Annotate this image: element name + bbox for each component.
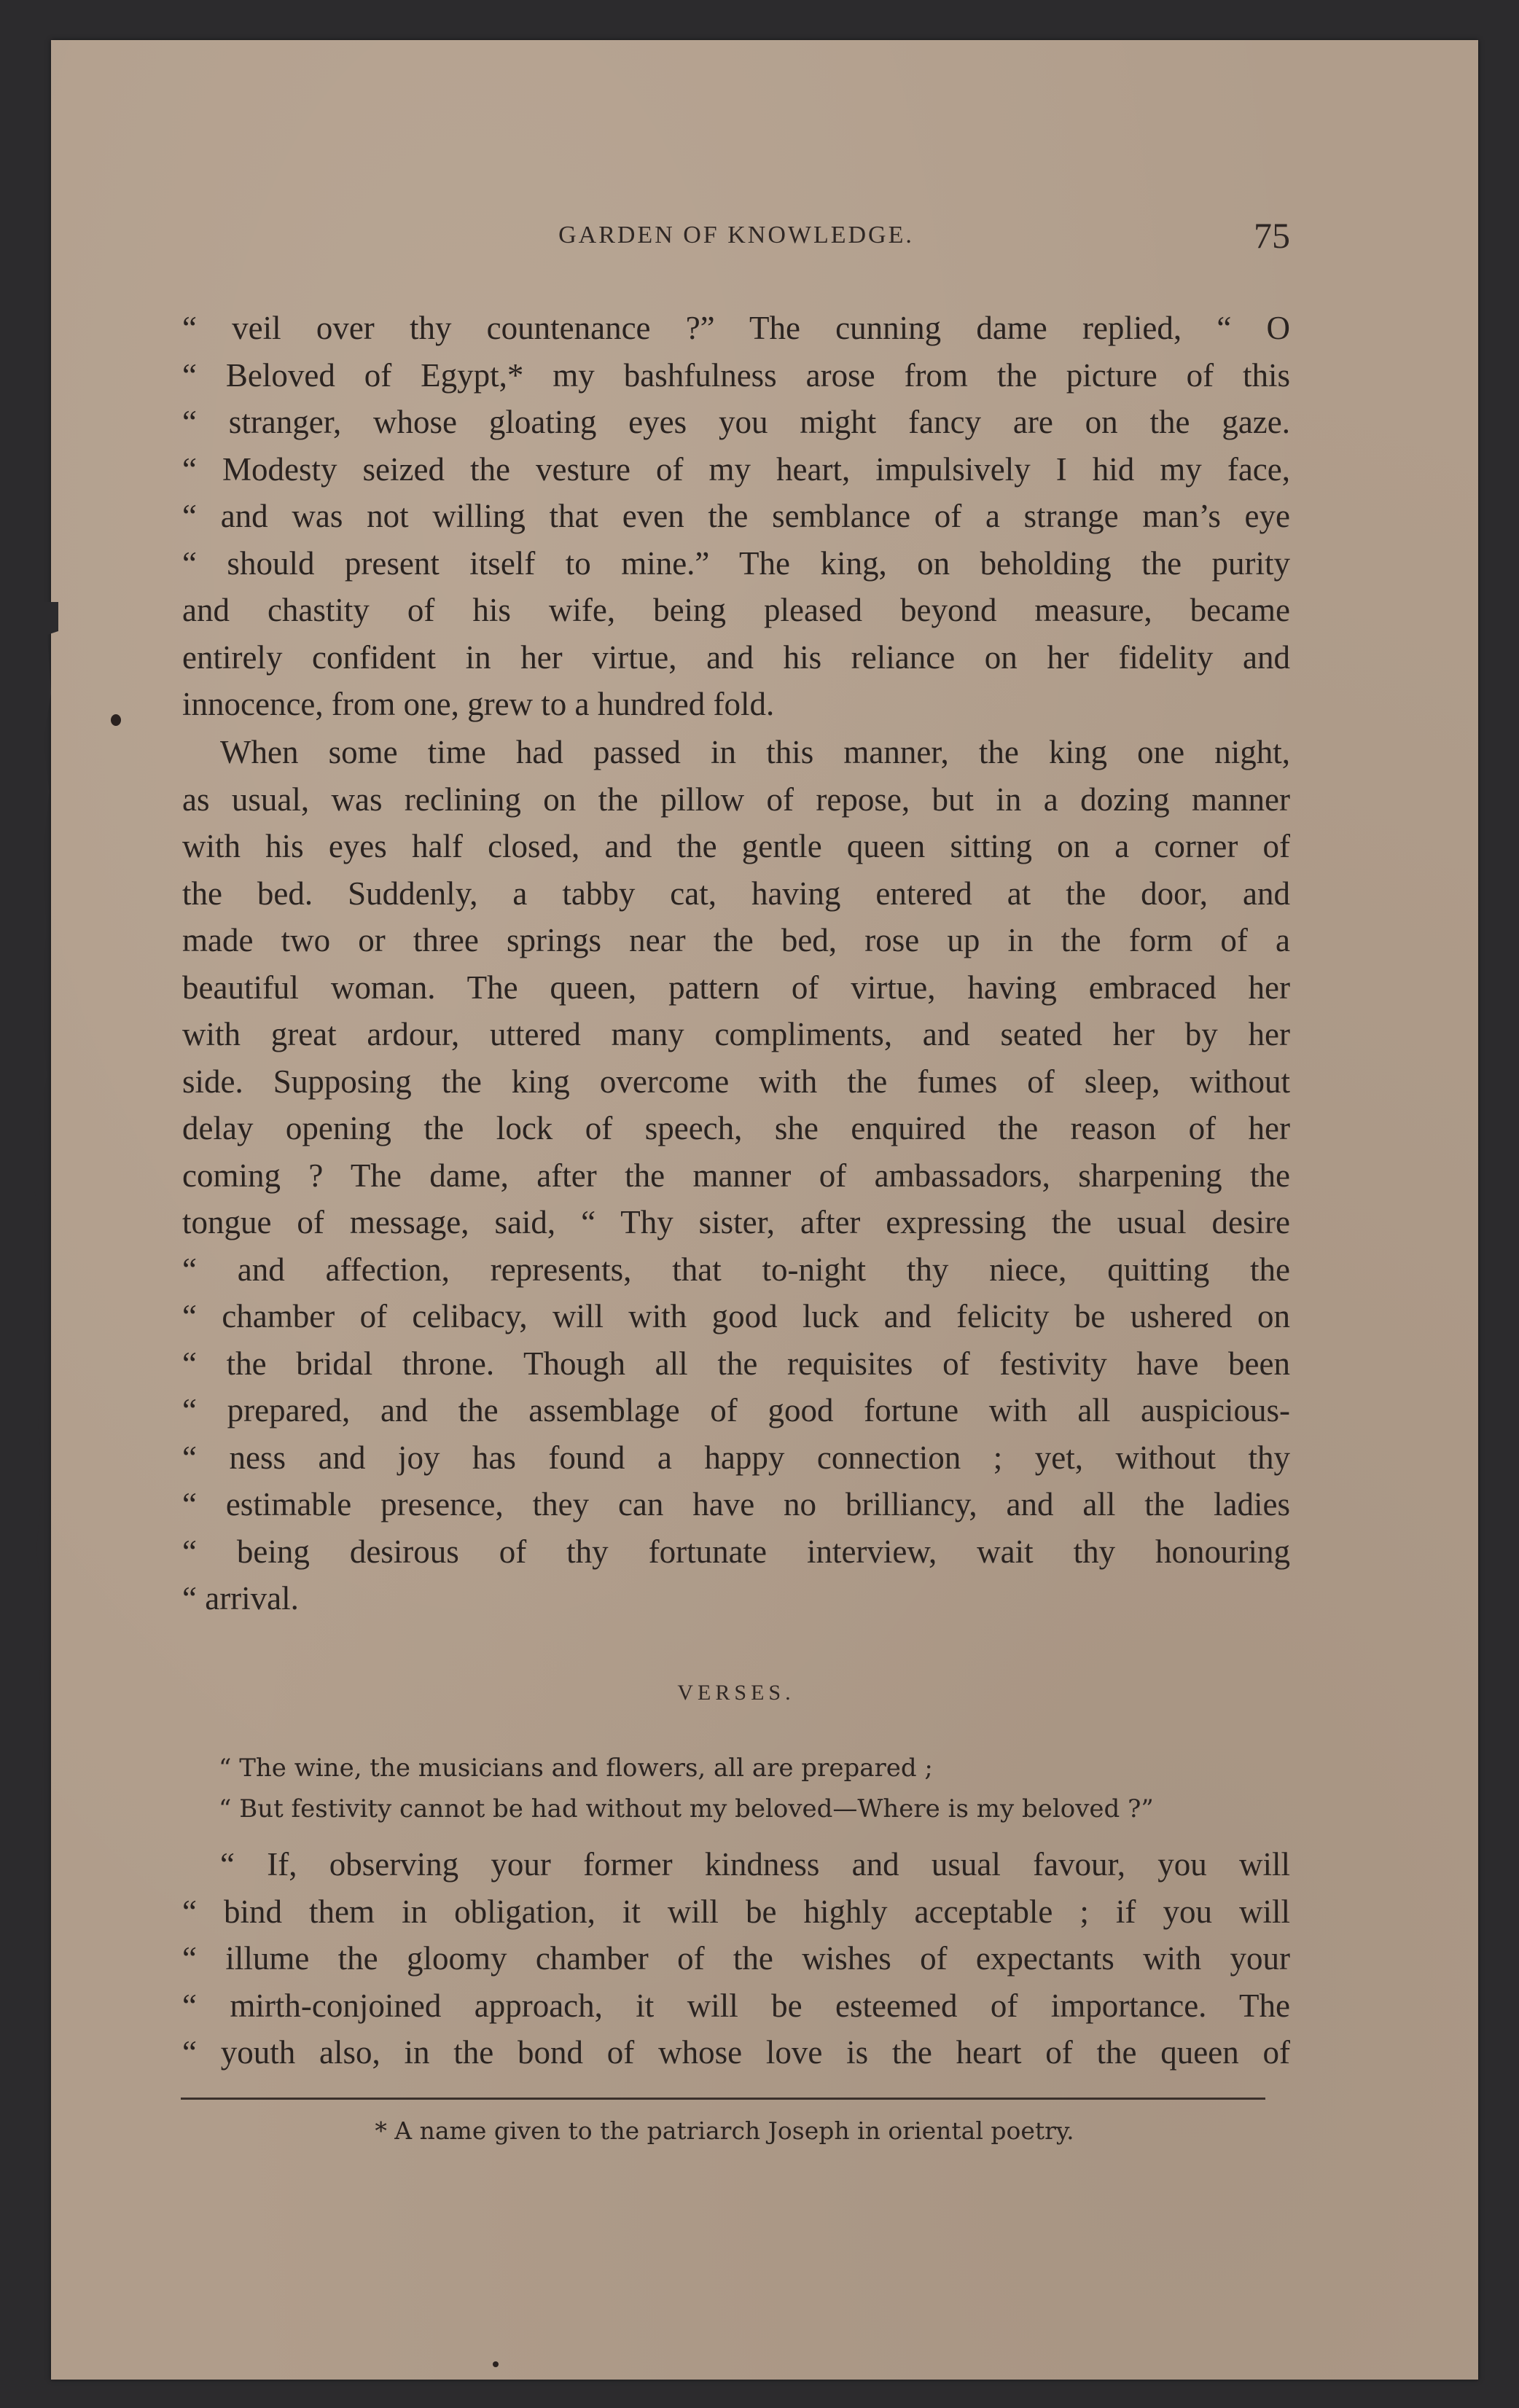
text-line: “ and affection, represents, that to-night thy niece, quitting the <box>182 1251 1290 1288</box>
text-line: the bed. Suddenly, a tabby cat, having entered at the door, and <box>182 875 1290 912</box>
text-line: “ being desirous of thy fortunate interview, wait thy honouring <box>182 1533 1290 1570</box>
text-line: with great ardour, uttered many compliments, and seated her by her <box>182 1016 1290 1052</box>
verse-line: “ The wine, the musicians and flowers, all are prepared ; <box>219 1754 933 1783</box>
text-line: “ illume the gloomy chamber of the wishes of expectants with your <box>182 1940 1290 1977</box>
text-line: “ If, observing your former kindness and usual favour, you will <box>220 1846 1290 1883</box>
ink-speck <box>493 2361 499 2367</box>
text-line: “ estimable presence, they can have no brilliancy, and all the ladies <box>182 1486 1290 1522</box>
verses-block <box>219 1748 1283 1829</box>
text-line: “ youth also, in the bond of whose love is the heart of the queen of <box>182 2034 1290 2071</box>
text-line: “ veil over thy countenance ?” The cunning dame replied, “ O <box>182 310 1290 346</box>
verses-heading: VERSES. <box>677 1681 795 1705</box>
text-line: as usual, was reclining on the pillow of repose, but in a dozing manner <box>182 781 1290 818</box>
text-line: tongue of message, said, “ Thy sister, after expressing the usual desire <box>182 1204 1290 1240</box>
text-line: “ arrival. <box>182 1580 299 1617</box>
running-title: GARDEN OF KNOWLEDGE. <box>558 222 914 249</box>
torn-page-edge <box>0 0 58 2408</box>
text-line: side. Supposing the king overcome with the fumes of sleep, without <box>182 1063 1290 1100</box>
text-line: “ bind them in obligation, it will be highly acceptable ; if you will <box>182 1893 1290 1930</box>
page-number: 75 <box>1254 215 1290 256</box>
text-line: and chastity of his wife, being pleased beyond measure, became <box>182 592 1290 628</box>
text-line: “ stranger, whose gloating eyes you might fancy are on the gaze. <box>182 404 1290 440</box>
text-line: “ the bridal throne. Though all the requisites of festivity have been <box>182 1345 1290 1382</box>
text-line: made two or three springs near the bed, rose up in the form of a <box>182 922 1290 958</box>
text-line: with his eyes half closed, and the gentle queen sitting on a corner of <box>182 828 1290 864</box>
text-line: “ and was not willing that even the semblance of a strange man’s eye <box>182 498 1290 534</box>
paragraph-1 <box>182 305 1290 728</box>
footnote-rule <box>181 2098 1265 2100</box>
text-line: entirely confident in her virtue, and his reliance on her fidelity and <box>182 638 1290 676</box>
paragraph-2 <box>182 729 1290 1622</box>
running-head <box>182 215 1290 256</box>
text-line: “ mirth-conjoined approach, it will be esteemed of importance. The <box>182 1987 1290 2024</box>
footnote: * A name given to the patriarch Joseph in oriental poetry. <box>375 2116 1074 2145</box>
text-line: innocence, from one, grew to a hundred fold. <box>182 686 775 722</box>
text-line: “ ness and joy has found a happy connection ; yet, without thy <box>182 1439 1290 1476</box>
text-line: “ should present itself to mine.” The king, on beholding the purity <box>182 544 1290 582</box>
paragraph-3 <box>182 1841 1290 2076</box>
text-line: “ Modesty seized the vesture of my heart, impulsively I hid my face, <box>182 450 1290 488</box>
ink-speck <box>111 714 121 726</box>
text-line: “ Beloved of Egypt,* my bashfulness arose from the picture of this <box>182 356 1290 394</box>
text-line: delay opening the lock of speech, she enquired the reason of her <box>182 1110 1290 1146</box>
text-line: beautiful woman. The queen, pattern of virtue, having embraced her <box>182 969 1290 1006</box>
verse-line: “ But festivity cannot be had without my beloved—Where is my beloved ?” <box>219 1794 1154 1823</box>
text-line: coming ? The dame, after the manner of ambassadors, sharpening the <box>182 1157 1290 1194</box>
text-line: When some time had passed in this manner, the king one night, <box>220 734 1290 770</box>
text-line: “ chamber of celibacy, will with good luck and felicity be ushered on <box>182 1298 1290 1334</box>
text-line: “ prepared, and the assemblage of good fortune with all auspicious- <box>182 1392 1290 1428</box>
